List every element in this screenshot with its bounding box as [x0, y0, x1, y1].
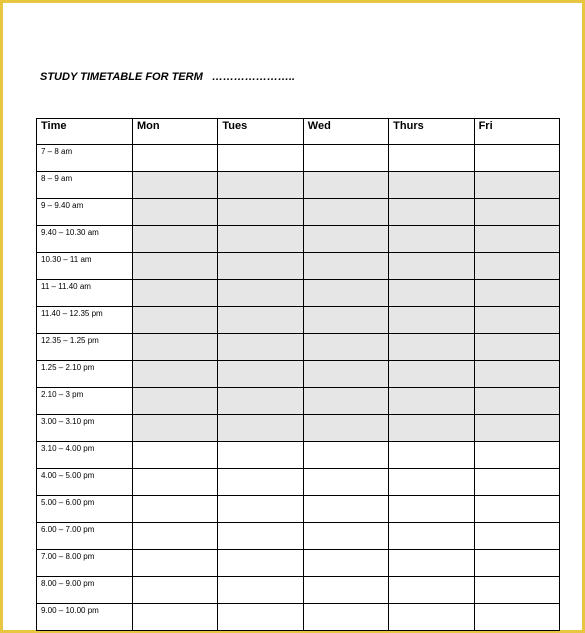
table-row: [37, 199, 560, 226]
timetable-cell[interactable]: [474, 361, 559, 388]
timetable-cell[interactable]: [133, 226, 218, 253]
column-header-tues: Tues: [218, 119, 303, 145]
timetable-cell[interactable]: [474, 577, 559, 604]
timetable-cell[interactable]: [303, 280, 388, 307]
timetable-cell[interactable]: [133, 199, 218, 226]
timetable-cell[interactable]: [303, 469, 388, 496]
timetable-cell[interactable]: [218, 577, 303, 604]
timetable-cell[interactable]: [389, 496, 474, 523]
timetable-cell[interactable]: [389, 523, 474, 550]
table-row: [37, 469, 560, 496]
table-row: [37, 280, 560, 307]
timetable-cell[interactable]: [474, 415, 559, 442]
timetable-cell[interactable]: [474, 280, 559, 307]
timetable-cell[interactable]: [474, 145, 559, 172]
table-row: [37, 604, 560, 631]
table-row: [37, 172, 560, 199]
time-slot-label: 9 – 9.40 am: [37, 199, 133, 226]
timetable-cell[interactable]: [474, 523, 559, 550]
timetable-cell[interactable]: [389, 361, 474, 388]
timetable-cell[interactable]: [389, 577, 474, 604]
timetable: [36, 118, 560, 631]
timetable-cell[interactable]: [218, 469, 303, 496]
table-row: [37, 442, 560, 469]
timetable-cell[interactable]: [218, 550, 303, 577]
time-slot-label: 8 – 9 am: [37, 172, 133, 199]
timetable-cell[interactable]: [303, 145, 388, 172]
timetable-cell[interactable]: [133, 415, 218, 442]
timetable-cell[interactable]: [474, 388, 559, 415]
table-row: [37, 388, 560, 415]
column-header-fri: Fri: [474, 119, 559, 145]
timetable-cell[interactable]: [303, 334, 388, 361]
timetable-cell[interactable]: [389, 226, 474, 253]
timetable-cell[interactable]: [218, 280, 303, 307]
timetable-cell[interactable]: [303, 253, 388, 280]
timetable-cell[interactable]: [133, 361, 218, 388]
table-row: [37, 307, 560, 334]
timetable-cell[interactable]: [303, 307, 388, 334]
timetable-cell[interactable]: [303, 442, 388, 469]
timetable-cell[interactable]: [474, 172, 559, 199]
timetable-cell[interactable]: [389, 334, 474, 361]
table-row: [37, 523, 560, 550]
table-row: [37, 550, 560, 577]
timetable-cell[interactable]: [303, 226, 388, 253]
timetable-cell[interactable]: [389, 415, 474, 442]
time-slot-label: 7 – 8 am: [37, 145, 133, 172]
table-row: [37, 361, 560, 388]
timetable-cell[interactable]: [474, 307, 559, 334]
timetable-cell[interactable]: [389, 172, 474, 199]
title-text: STUDY TIMETABLE FOR TERM: [40, 71, 203, 83]
table-row: [37, 253, 560, 280]
timetable-cell[interactable]: [389, 280, 474, 307]
timetable-cell[interactable]: [133, 496, 218, 523]
timetable-cell[interactable]: [133, 577, 218, 604]
timetable-cell[interactable]: [303, 172, 388, 199]
timetable-cell[interactable]: [303, 388, 388, 415]
time-slot-label: 6.00 – 7.00 pm: [37, 523, 133, 550]
timetable-cell[interactable]: [218, 496, 303, 523]
timetable-cell[interactable]: [133, 523, 218, 550]
timetable-cell[interactable]: [133, 172, 218, 199]
timetable-cell[interactable]: [389, 145, 474, 172]
timetable-cell[interactable]: [218, 253, 303, 280]
time-slot-label: 10.30 – 11 am: [37, 253, 133, 280]
time-slot-label: 7.00 – 8.00 pm: [37, 550, 133, 577]
timetable-cell[interactable]: [133, 307, 218, 334]
timetable-cell[interactable]: [218, 388, 303, 415]
time-slot-label: 11.40 – 12.35 pm: [37, 307, 133, 334]
table-row: [37, 145, 560, 172]
timetable-cell[interactable]: [474, 496, 559, 523]
timetable-cell[interactable]: [218, 442, 303, 469]
timetable-cell[interactable]: [474, 334, 559, 361]
timetable-cell[interactable]: [303, 415, 388, 442]
time-slot-label: 3.00 – 3.10 pm: [37, 415, 133, 442]
table-row: [37, 415, 560, 442]
timetable-cell[interactable]: [218, 199, 303, 226]
table-row: [37, 334, 560, 361]
timetable-cell[interactable]: [303, 199, 388, 226]
timetable-cell[interactable]: [133, 388, 218, 415]
title-term-blank: …………………..: [211, 71, 295, 83]
timetable-cell[interactable]: [303, 577, 388, 604]
time-slot-label: 5.00 – 6.00 pm: [37, 496, 133, 523]
timetable-cell[interactable]: [474, 199, 559, 226]
timetable-cell[interactable]: [218, 523, 303, 550]
column-header-thurs: Thurs: [389, 119, 474, 145]
time-slot-label: 9.00 – 10.00 pm: [37, 604, 133, 631]
timetable-cell[interactable]: [389, 253, 474, 280]
timetable-cell[interactable]: [218, 415, 303, 442]
time-slot-label: 9.40 – 10.30 am: [37, 226, 133, 253]
timetable-cell[interactable]: [389, 469, 474, 496]
timetable-cell[interactable]: [303, 496, 388, 523]
timetable-cell[interactable]: [474, 226, 559, 253]
time-slot-label: 8.00 – 9.00 pm: [37, 577, 133, 604]
timetable-cell[interactable]: [133, 253, 218, 280]
timetable-body: [37, 145, 560, 631]
timetable-cell[interactable]: [474, 442, 559, 469]
header-row: [37, 119, 560, 145]
timetable-cell[interactable]: [218, 226, 303, 253]
timetable-cell[interactable]: [389, 442, 474, 469]
timetable-cell[interactable]: [389, 550, 474, 577]
timetable-cell[interactable]: [389, 388, 474, 415]
timetable-cell[interactable]: [389, 604, 474, 631]
time-slot-label: 3.10 – 4.00 pm: [37, 442, 133, 469]
timetable-cell[interactable]: [133, 604, 218, 631]
column-header-mon: Mon: [133, 119, 218, 145]
table-row: [37, 496, 560, 523]
timetable-cell[interactable]: [133, 550, 218, 577]
timetable-cell[interactable]: [303, 361, 388, 388]
column-header-wed: Wed: [303, 119, 388, 145]
timetable-cell[interactable]: [218, 604, 303, 631]
time-slot-label: 4.00 – 5.00 pm: [37, 469, 133, 496]
timetable-cell[interactable]: [133, 280, 218, 307]
table-row: [37, 577, 560, 604]
timetable-cell[interactable]: [303, 550, 388, 577]
time-slot-label: 2.10 – 3 pm: [37, 388, 133, 415]
timetable-cell[interactable]: [218, 145, 303, 172]
timetable-cell[interactable]: [218, 307, 303, 334]
page-title: [40, 71, 295, 83]
timetable-cell[interactable]: [218, 361, 303, 388]
timetable-cell[interactable]: [133, 145, 218, 172]
timetable-cell[interactable]: [474, 550, 559, 577]
timetable-cell[interactable]: [218, 172, 303, 199]
timetable-cell[interactable]: [218, 334, 303, 361]
column-header-time: Time: [37, 119, 133, 145]
time-slot-label: 1.25 – 2.10 pm: [37, 361, 133, 388]
time-slot-label: 11 – 11.40 am: [37, 280, 133, 307]
timetable-cell[interactable]: [389, 307, 474, 334]
timetable-cell[interactable]: [303, 523, 388, 550]
timetable-cell[interactable]: [389, 199, 474, 226]
timetable-cell[interactable]: [474, 469, 559, 496]
timetable-cell[interactable]: [474, 253, 559, 280]
timetable-cell[interactable]: [133, 442, 218, 469]
timetable-cell[interactable]: [303, 604, 388, 631]
time-slot-label: 12.35 – 1.25 pm: [37, 334, 133, 361]
timetable-cell[interactable]: [133, 469, 218, 496]
timetable-cell[interactable]: [133, 334, 218, 361]
table-row: [37, 226, 560, 253]
timetable-cell[interactable]: [474, 604, 559, 631]
